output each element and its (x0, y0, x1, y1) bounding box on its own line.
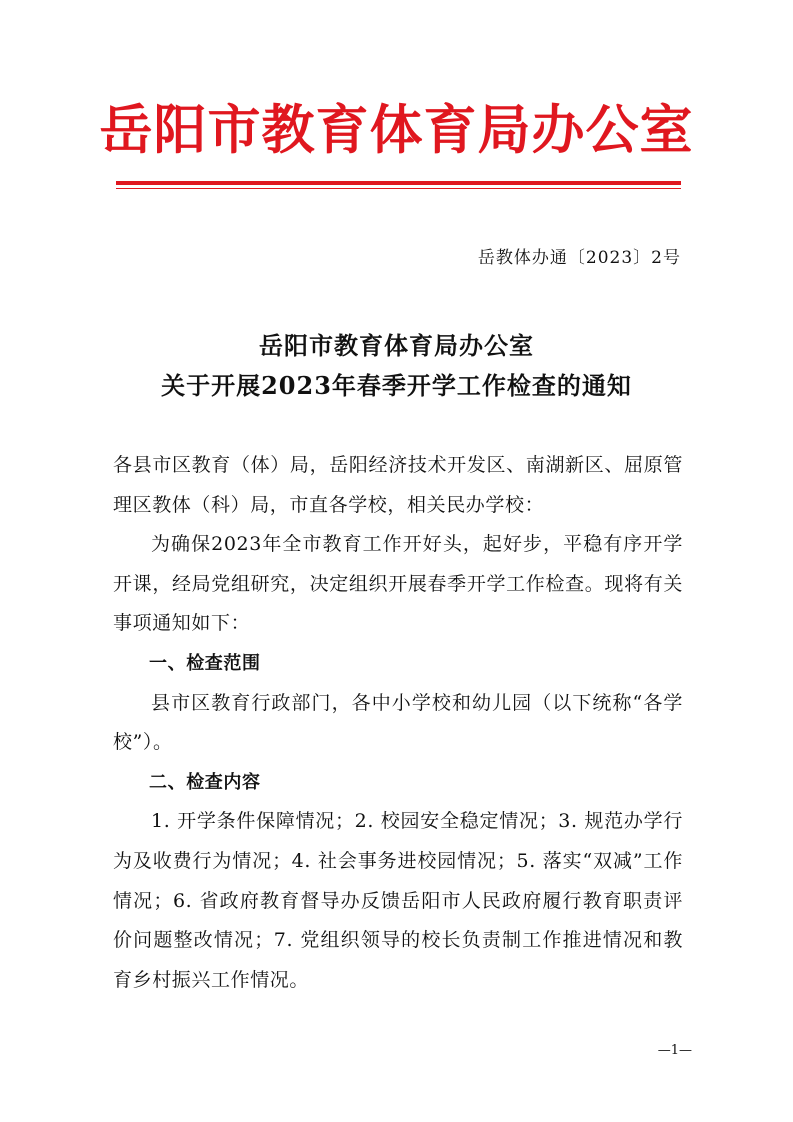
masthead-rule-thick (116, 181, 681, 185)
title-line-2: 关于开展2023年春季开学工作检查的通知 (161, 371, 632, 400)
addressee: 各县市区教育（体）局，岳阳经济技术开发区、南湖新区、屈原管理区教体（科）局，市直各学校，相关民办学校： (113, 454, 683, 516)
section-1-heading: 一、检查范围 (149, 652, 261, 674)
section-2-heading: 二、检查内容 (149, 771, 261, 793)
page-number: —1— (657, 1043, 692, 1058)
title-line-1: 岳阳市教育体育局办公室 (259, 331, 534, 360)
document-body (113, 446, 683, 1000)
section-1-text: 县市区教育行政部门，各中小学校和幼儿园（以下统称“各学校”）。 (113, 691, 683, 754)
intro-paragraph: 为确保2023年全市教育工作开好头，起好步，平稳有序开学开课，经局党组研究，决定组织开展春季开学工作检查。现将有关事项通知如下： (113, 533, 683, 635)
masthead-title: 岳阳市教育体育局办公室 (99, 99, 694, 161)
section-2-text: 1. 开学条件保障情况；2. 校园安全稳定情况；3. 规范办学行为及收费行为情况；4. 社会事务进校园情况；5. 落实“双减”工作情况；6. 省政府教育督导办反馈岳阳市人民政府履行教育职责评价问题整改情况；7. 党组织领导的校长负责制工作推进情况和教育乡村振兴工作情况。 (113, 810, 683, 991)
document-number: 岳教体办通〔2023〕2号 (477, 248, 681, 268)
masthead-rule-thin (116, 188, 681, 189)
